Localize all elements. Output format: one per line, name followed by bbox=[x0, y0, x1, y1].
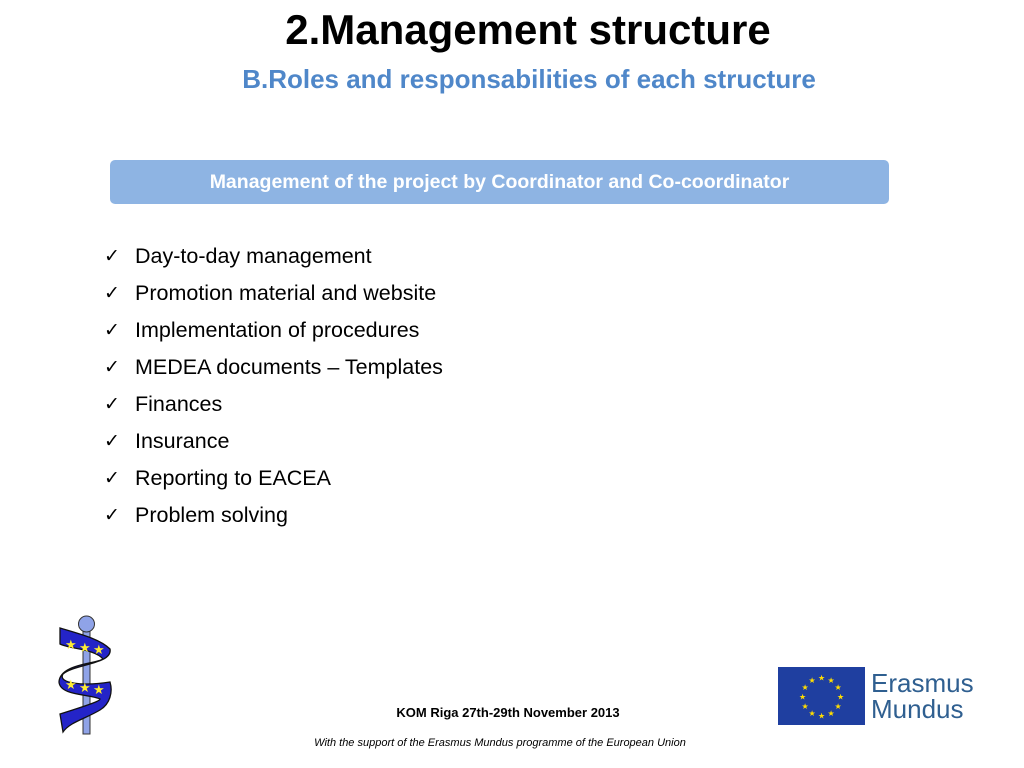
eu-star-icon: ★ bbox=[834, 702, 842, 711]
list-item bbox=[104, 497, 443, 534]
svg-text:★: ★ bbox=[79, 641, 91, 656]
svg-text:★: ★ bbox=[65, 678, 77, 693]
erasmus-mundus-logo bbox=[778, 667, 974, 725]
list-item bbox=[104, 423, 443, 460]
event-caption: KOM Riga 27th-29th November 2013 bbox=[396, 705, 620, 720]
list-item bbox=[104, 275, 443, 312]
logo-line-mundus: Mundus bbox=[871, 694, 964, 724]
eu-star-icon: ★ bbox=[799, 692, 807, 702]
checkmark-icon: ✓ bbox=[104, 394, 120, 415]
logo-line-erasmus: Erasmus bbox=[871, 668, 974, 698]
list-item-text: Promotion material and website bbox=[135, 281, 437, 305]
checkmark-icon: ✓ bbox=[104, 283, 120, 304]
list-item bbox=[104, 460, 443, 497]
list-item bbox=[104, 386, 443, 423]
list-item bbox=[104, 312, 443, 349]
checkmark-icon: ✓ bbox=[104, 431, 120, 452]
section-banner bbox=[110, 160, 889, 204]
eu-star-icon: ★ bbox=[837, 692, 845, 702]
eu-star-icon: ★ bbox=[818, 673, 826, 683]
checkmark-icon: ✓ bbox=[104, 246, 120, 267]
eu-flag-icon bbox=[778, 667, 865, 725]
checkmark-icon: ✓ bbox=[104, 505, 120, 526]
checkmark-icon: ✓ bbox=[104, 357, 120, 378]
banner-text: Management of the project by Coordinator and Co-coordinator bbox=[209, 170, 790, 193]
checkmark-icon: ✓ bbox=[104, 320, 120, 341]
responsibility-list bbox=[104, 238, 443, 534]
eu-star-icon: ★ bbox=[827, 708, 835, 718]
eu-star-icon: ★ bbox=[801, 683, 809, 692]
eu-star-icon: ★ bbox=[808, 676, 816, 686]
list-item-text: Finances bbox=[135, 392, 223, 416]
list-item-text: Day-to-day management bbox=[135, 244, 372, 268]
eu-star-icon: ★ bbox=[827, 676, 835, 686]
list-item-text: Implementation of procedures bbox=[135, 318, 420, 342]
list-item-text: Insurance bbox=[135, 429, 230, 453]
checkmark-icon: ✓ bbox=[104, 468, 120, 489]
slide-subtitle: B.Roles and responsabilities of each structure bbox=[242, 64, 816, 94]
svg-text:★: ★ bbox=[65, 638, 77, 653]
list-item-text: MEDEA documents – Templates bbox=[135, 355, 443, 379]
eu-star-icon: ★ bbox=[801, 702, 809, 711]
eu-star-icon: ★ bbox=[808, 708, 816, 718]
eu-star-icon: ★ bbox=[834, 683, 842, 692]
svg-text:★: ★ bbox=[79, 681, 91, 696]
svg-text:★: ★ bbox=[93, 683, 105, 698]
eu-star-icon: ★ bbox=[818, 711, 826, 721]
list-item bbox=[104, 238, 443, 275]
list-item-text: Problem solving bbox=[135, 503, 288, 527]
svg-text:★: ★ bbox=[93, 643, 105, 658]
slide-title: 2.Management structure bbox=[285, 6, 771, 53]
list-item bbox=[104, 349, 443, 386]
list-item-text: Reporting to EACEA bbox=[135, 466, 331, 490]
support-caption: With the support of the Erasmus Mundus programme of the European Union bbox=[314, 737, 686, 749]
